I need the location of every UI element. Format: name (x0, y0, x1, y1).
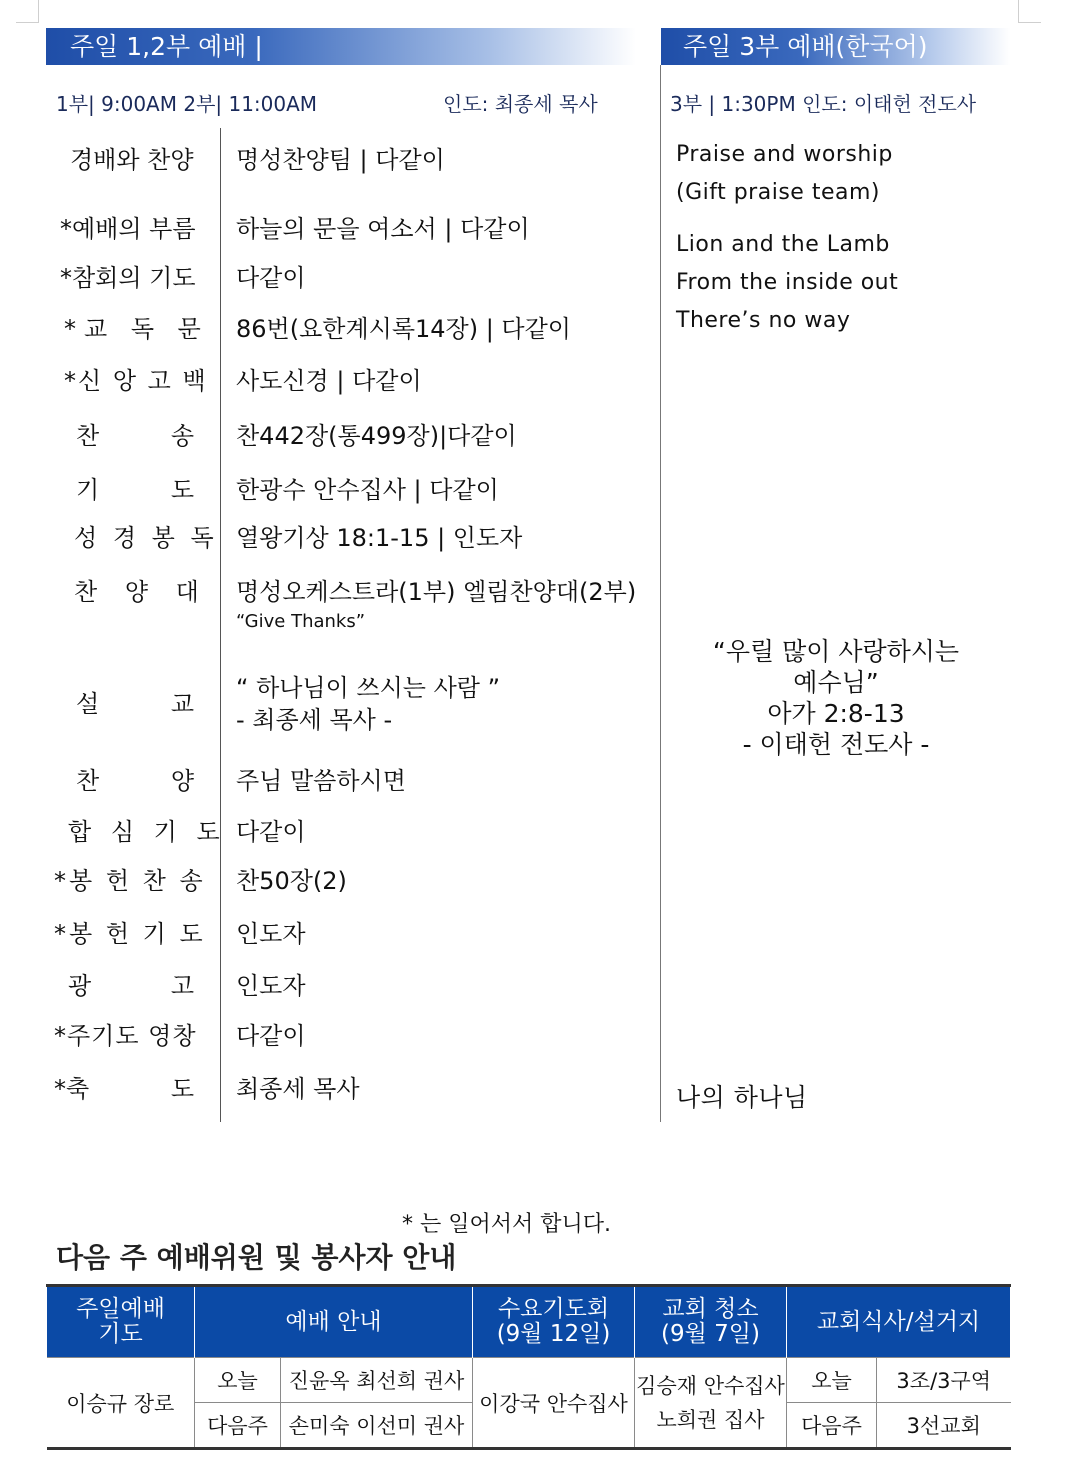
next-week-title: 다음 주 예배위원 및 봉사자 안내 (56, 1241, 457, 1274)
label-divider (220, 128, 221, 1122)
meal-when: 오늘 (787, 1358, 877, 1403)
order-label: *예배의 부름 (60, 215, 196, 243)
service3-header: 주일 3부 예배(한국어) (661, 28, 1010, 65)
order-value: 인도자 (236, 972, 306, 1000)
standing-note: * 는 일어서서 합니다. (402, 1212, 611, 1237)
guide-when: 오늘 (195, 1358, 281, 1403)
song-item: Lion and the Lamb (676, 232, 890, 257)
sermon3-title-line1: “우릴 많이 사랑하시는 (712, 637, 960, 666)
guide-names: 손미숙 이선미 권사 (281, 1403, 473, 1449)
wednesday-person: 이강국 안수집사 (473, 1358, 635, 1449)
prayer-person: 이승규 장로 (47, 1358, 195, 1449)
song-item: From the inside out (676, 270, 899, 295)
order-label: *봉 헌 기 도 (54, 920, 206, 948)
column-divider (660, 65, 661, 1122)
cleaning-people: 김승재 안수집사 노희권 집사 (635, 1358, 787, 1449)
sermon3-title-line2: 예수님” (793, 668, 879, 697)
meal-group: 3선교회 (877, 1403, 1011, 1449)
service12-leader: 인도: 최종세 목사 (443, 92, 598, 116)
meal-when: 다음주 (787, 1403, 877, 1449)
order-label: 찬 양 (76, 767, 194, 795)
order-label: 합 심 기 도 (68, 818, 226, 846)
order-value-sub: “Give Thanks” (236, 611, 366, 632)
song-item: There’s no way (676, 308, 851, 333)
page-corner-marker-left (16, 0, 39, 23)
guide-names: 진윤옥 최선희 권사 (281, 1358, 473, 1403)
order-label: 경배와 찬양 (70, 146, 194, 174)
page-corner-marker-right (1018, 0, 1041, 23)
order-value: 명성오케스트라(1부) 엘림찬양대(2부) (236, 578, 637, 606)
order-label: *축 도 (54, 1075, 194, 1103)
order-label: *신 앙 고 백 (64, 367, 208, 395)
sermon-preacher: - 최종세 목사 - (236, 706, 393, 734)
header-prayer: 주일예배 기도 (47, 1286, 195, 1358)
guide-when: 다음주 (195, 1403, 281, 1449)
order-label: 광 고 (68, 972, 194, 1000)
service12-times: 1부| 9:00AM 2부| 11:00AM (56, 92, 318, 116)
order-label: 찬 송 (76, 422, 194, 450)
order-label: *주기도 영창 (54, 1022, 197, 1050)
praise-line: Praise and worship (676, 142, 893, 167)
order-value: 다같이 (236, 818, 306, 846)
order-label: *봉 헌 찬 송 (54, 867, 206, 895)
order-value: 다같이 (236, 1022, 306, 1050)
order-label: 기 도 (76, 476, 194, 504)
order-label: 성 경 봉 독 (74, 524, 218, 552)
service3-info: 3부 | 1:30PM 인도: 이태헌 전도사 (670, 92, 977, 116)
sermon-title: “ 하나님이 쓰시는 사람 ” (236, 674, 501, 702)
meal-group: 3조/3구역 (877, 1358, 1011, 1403)
order-value: 사도신경 | 다같이 (236, 367, 422, 395)
order-value: 최종세 목사 (236, 1075, 360, 1103)
praise-team: (Gift praise team) (676, 180, 880, 205)
header-wednesday: 수요기도회 (9월 12일) (473, 1286, 635, 1358)
order-value: 한광수 안수집사 | 다같이 (236, 476, 499, 504)
order-value: 인도자 (236, 920, 306, 948)
service12-header: 주일 1,2부 예배 | (46, 28, 636, 65)
closing-song: 나의 하나님 (676, 1083, 808, 1112)
next-week-table (46, 1284, 1011, 1450)
header-cleaning: 교회 청소 (9월 7일) (635, 1286, 787, 1358)
order-value: 주님 말씀하시면 (236, 767, 406, 795)
sermon3-preacher: - 이태헌 전도사 - (742, 730, 930, 759)
header-guide: 예배 안내 (195, 1286, 473, 1358)
order-value: 열왕기상 18:1-15 | 인도자 (236, 524, 523, 552)
order-label: 찬 양 대 (74, 578, 199, 606)
order-value: 다같이 (236, 264, 306, 292)
order-value: 86번(요한계시록14장) | 다같이 (236, 315, 571, 343)
order-value: 하늘의 문을 여소서 | 다같이 (236, 215, 530, 243)
sermon3-passage: 아가 2:8-13 (767, 699, 905, 728)
order-label: *교 독 문 (64, 315, 209, 343)
order-label: 설 교 (76, 690, 194, 718)
service3-sermon (666, 636, 1006, 760)
order-value: 찬442장(통499장)|다같이 (236, 422, 517, 450)
order-value: 명성찬양팀 | 다같이 (236, 146, 445, 174)
order-label: *참회의 기도 (60, 264, 196, 292)
order-value: 찬50장(2) (236, 867, 347, 895)
header-meal: 교회식사/설거지 (787, 1286, 1011, 1358)
